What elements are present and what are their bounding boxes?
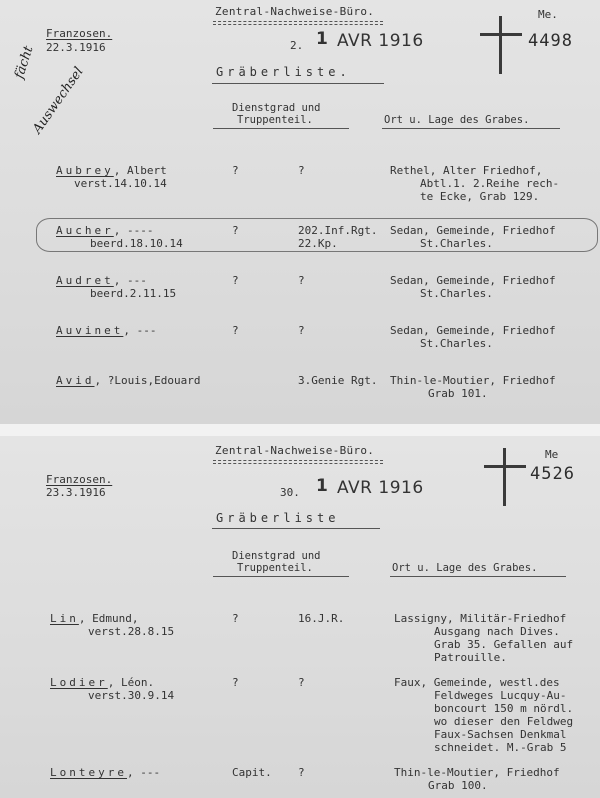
stamp-date: AVR 1916: [337, 478, 424, 498]
entry-place-4: Patrouille.: [434, 651, 507, 664]
col-header-rank-2: Truppenteil.: [237, 562, 313, 574]
entry-place-1: Thin-le-Moutier, Friedhof: [394, 766, 560, 779]
cross-icon: [499, 16, 502, 74]
col-header-place: Ort u. Lage des Grabes.: [392, 562, 538, 574]
grave-list-card-4526: [0, 436, 600, 798]
entry-status: verst.14.10.14: [74, 177, 167, 190]
entry-place-1: Sedan, Gemeinde, Friedhof: [390, 224, 556, 237]
entry-unit: ?: [298, 766, 305, 779]
entry-place-1: Thin-le-Moutier, Friedhof: [390, 374, 556, 387]
entry-place-1: Sedan, Gemeinde, Friedhof: [390, 274, 556, 287]
title-underline: [212, 528, 380, 529]
col-header-rank-underline: [213, 576, 349, 577]
entry-status: beerd.2.11.15: [90, 287, 177, 300]
col-header-rank-1: Dienstgrad und: [232, 550, 321, 562]
entry-unit: ?: [298, 676, 305, 689]
nation-label: Franzosen.: [46, 27, 113, 40]
card-separator: [0, 424, 600, 436]
entry-rank: ?: [232, 324, 239, 337]
handwritten-note-line1: fächt: [12, 44, 37, 81]
entry-place-2: Abtl.1. 2.Reihe rech-: [420, 177, 560, 190]
stamp-date: AVR 1916: [337, 31, 424, 51]
entry-place-3: boncourt 150 m nördl.: [434, 702, 574, 715]
entry-name: Lodier, Léon.: [50, 676, 155, 689]
entry-place-5: Faux-Sachsen Denkmal: [434, 728, 567, 741]
entry-place-1: Sedan, Gemeinde, Friedhof: [390, 324, 556, 337]
entry-place-2: Grab 100.: [428, 779, 488, 792]
stamp-prefix: 30.: [280, 486, 300, 499]
entry-name: Auvinet, ---: [56, 324, 157, 337]
entry-name: Avid, ?Louis,Edouard: [56, 374, 201, 387]
list-title: Gräberliste: [216, 511, 340, 525]
office-header: Zentral-Nachweise-Büro.: [215, 5, 375, 18]
entry-name: Aubrey, Albert: [56, 164, 167, 177]
entry-unit: ?: [298, 274, 305, 287]
cross-icon-bar: [484, 465, 526, 468]
entry-place-1: Faux, Gemeinde, westl.des: [394, 676, 560, 689]
entry-place-3: te Ecke, Grab 129.: [420, 190, 540, 203]
entry-rank: ?: [232, 224, 239, 237]
list-title: Gräberliste.: [216, 65, 351, 79]
entry-unit: 16.J.R.: [298, 612, 345, 625]
entry-place-4: wo dieser den Feldweg: [434, 715, 574, 728]
entry-unit: ?: [298, 164, 305, 177]
entry-rank: ?: [232, 676, 239, 689]
cross-icon: [503, 448, 506, 506]
entry-place-2: St.Charles.: [420, 337, 493, 350]
col-header-place-underline: [382, 128, 560, 129]
handwritten-note-line2: Auswechsel: [30, 64, 87, 137]
entry-name: Lonteyre, ---: [50, 766, 161, 779]
entry-rank: ?: [232, 612, 239, 625]
entry-rank: ?: [232, 164, 239, 177]
col-header-place: Ort u. Lage des Grabes.: [384, 114, 530, 126]
entry-place-1: Rethel, Alter Friedhof,: [390, 164, 543, 177]
entry-rank: Capit.: [232, 766, 272, 779]
entry-place-3: Grab 35. Gefallen auf: [434, 638, 574, 651]
entry-unit: 3.Genie Rgt.: [298, 374, 378, 387]
col-header-rank-underline: [213, 128, 349, 129]
col-header-place-underline: [390, 576, 566, 577]
col-header-rank-2: Truppenteil.: [237, 114, 313, 126]
entry-place-2: Ausgang nach Dives.: [434, 625, 560, 638]
file-number: 4498: [528, 31, 573, 51]
stamp-prefix: 2.: [290, 39, 304, 52]
stamp-day: 1: [316, 476, 329, 496]
entry-name: Aucher, ----: [56, 224, 154, 237]
stamp-day: 1: [316, 29, 329, 49]
nation-label: Franzosen.: [46, 473, 113, 486]
list-date: 22.3.1916: [46, 41, 106, 54]
col-header-rank-1: Dienstgrad und: [232, 102, 321, 114]
entry-unit: ?: [298, 324, 305, 337]
list-date: 23.3.1916: [46, 486, 106, 499]
entry-place-6: schneidet. M.-Grab 5: [434, 741, 567, 754]
header-double-underline: [213, 21, 383, 25]
entry-status: beerd.18.10.14: [90, 237, 183, 250]
entry-unit: 202.Inf.Rgt. 22.Kp.: [298, 224, 378, 250]
entry-place-1: Lassigny, Militär-Friedhof: [394, 612, 567, 625]
cross-icon-bar: [480, 33, 522, 36]
entry-place-2: Feldweges Lucquy-Au-: [434, 689, 567, 702]
entry-status: verst.28.8.15: [88, 625, 175, 638]
entry-rank: ?: [232, 274, 239, 287]
entry-status: verst.30.9.14: [88, 689, 175, 702]
me-label: Me: [545, 448, 559, 461]
office-header: Zentral-Nachweise-Büro.: [215, 444, 375, 457]
entry-place-2: Grab 101.: [428, 387, 488, 400]
entry-name: Lin, Edmund,: [50, 612, 139, 625]
me-label: Me.: [538, 8, 558, 21]
header-double-underline: [213, 460, 383, 464]
entry-place-2: St.Charles.: [420, 237, 493, 250]
entry-name: Audret, ---: [56, 274, 147, 287]
entry-place-2: St.Charles.: [420, 287, 493, 300]
title-underline: [212, 83, 384, 84]
file-number: 4526: [530, 464, 575, 484]
